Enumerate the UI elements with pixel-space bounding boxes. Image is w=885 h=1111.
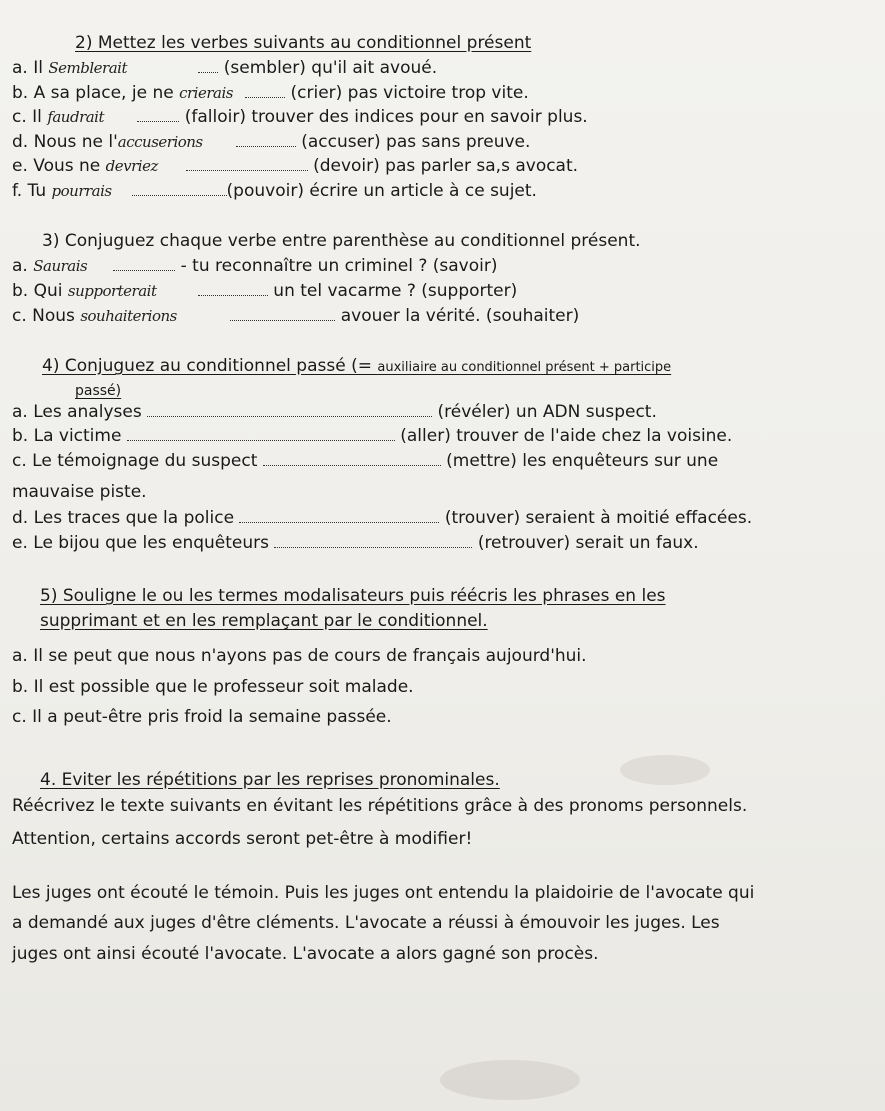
section-4-title: 4) Conjuguez au conditionnel passé (= auxiliaire au conditionnel présent + participe bbox=[42, 356, 672, 376]
handwritten-answer: supporterait bbox=[67, 282, 157, 300]
handwritten-answer: accuserions bbox=[117, 133, 203, 151]
s4-item-c: c. Le témoignage du suspect (mettre) les enquêteurs sur une bbox=[12, 451, 719, 471]
s4-item-d: d. Les traces que la police (trouver) seraient à moitié effacées. bbox=[12, 508, 753, 528]
answer-line bbox=[245, 83, 285, 98]
section-6-title: 4. Eviter les répétitions par les reprises pronominales. bbox=[40, 770, 500, 790]
s6-text-line-2: a demandé aux juges d'être cléments. L'avocate a réussi à émouvoir les juges. Les bbox=[12, 913, 720, 933]
s4-item-b: b. La victime (aller) trouver de l'aide chez la voisine. bbox=[12, 426, 733, 446]
section-2-title: 2) Mettez les verbes suivants au conditionnel présent bbox=[75, 33, 532, 53]
handwritten-answer: Semblerait bbox=[48, 59, 127, 77]
answer-line bbox=[132, 181, 227, 196]
answer-line bbox=[186, 156, 308, 171]
s6-text-line-1: Les juges ont écouté le témoin. Puis les juges ont entendu la plaidoirie de l'avocate qui bbox=[12, 883, 755, 903]
answer-line bbox=[198, 58, 218, 73]
paper-smudge bbox=[440, 1060, 580, 1100]
answer-line bbox=[147, 402, 432, 417]
answer-line bbox=[239, 508, 439, 523]
answer-line bbox=[113, 256, 175, 271]
answer-line bbox=[230, 306, 335, 321]
answer-line bbox=[236, 132, 296, 147]
s4-item-a: a. Les analyses (révéler) un ADN suspect. bbox=[12, 402, 657, 422]
s2-item-a: a. Il Semblerait (sembler) qu'il ait avoué. bbox=[12, 58, 438, 78]
s2-item-d: d. Nous ne l'accuserions (accuser) pas sans preuve. bbox=[12, 132, 531, 152]
section-5-title-line2: supprimant et en les remplaçant par le conditionnel. bbox=[40, 611, 488, 631]
s5-item-a: a. Il se peut que nous n'ayons pas de cours de français aujourd'hui. bbox=[12, 646, 587, 666]
handwritten-answer: devriez bbox=[105, 157, 158, 175]
s4-item-e: e. Le bijou que les enquêteurs (retrouver) serait un faux. bbox=[12, 533, 699, 553]
s3-item-b: b. Qui supporterait un tel vacarme ? (supporter) bbox=[12, 281, 518, 301]
handwritten-answer: souhaiterions bbox=[80, 307, 177, 325]
handwritten-answer: pourrais bbox=[51, 182, 112, 200]
handwritten-answer: Saurais bbox=[33, 257, 88, 275]
s2-item-f: f. Tu pourrais (pouvoir) écrire un article à ce sujet. bbox=[12, 181, 537, 201]
answer-line bbox=[263, 451, 441, 466]
s6-instruction-2: Attention, certains accords seront pet-être à modifier! bbox=[12, 829, 473, 849]
s6-instruction-1: Réécrivez le texte suivants en évitant les répétitions grâce à des pronoms personnels. bbox=[12, 796, 748, 816]
answer-line bbox=[137, 107, 179, 122]
answer-line bbox=[198, 281, 268, 296]
s6-text-line-3: juges ont ainsi écouté l'avocate. L'avocate a alors gagné son procès. bbox=[12, 944, 599, 964]
answer-line bbox=[127, 426, 395, 441]
section-3-title: 3) Conjuguez chaque verbe entre parenthèse au conditionnel présent. bbox=[42, 231, 641, 251]
handwritten-answer: crierais bbox=[179, 84, 233, 102]
s5-item-b: b. Il est possible que le professeur soit malade. bbox=[12, 677, 414, 697]
handwritten-answer: faudrait bbox=[47, 108, 105, 126]
s2-item-c: c. Il faudrait (falloir) trouver des indices pour en savoir plus. bbox=[12, 107, 588, 127]
section-4-title-line2: passé) bbox=[75, 383, 122, 399]
section-5-title: 5) Souligne le ou les termes modalisateurs puis réécris les phrases en les bbox=[40, 586, 666, 606]
s3-item-c: c. Nous souhaiterions avouer la vérité. (souhaiter) bbox=[12, 306, 580, 326]
s2-item-b: b. A sa place, je ne crierais (crier) pas victoire trop vite. bbox=[12, 83, 529, 103]
s3-item-a: a. Saurais - tu reconnaître un criminel ? (savoir) bbox=[12, 256, 498, 276]
paper-smudge bbox=[620, 755, 710, 785]
s4-item-c-cont: mauvaise piste. bbox=[12, 482, 147, 502]
s2-item-e: e. Vous ne devriez (devoir) pas parler sa,s avocat. bbox=[12, 156, 579, 176]
s5-item-c: c. Il a peut-être pris froid la semaine passée. bbox=[12, 707, 392, 727]
answer-line bbox=[274, 533, 472, 548]
